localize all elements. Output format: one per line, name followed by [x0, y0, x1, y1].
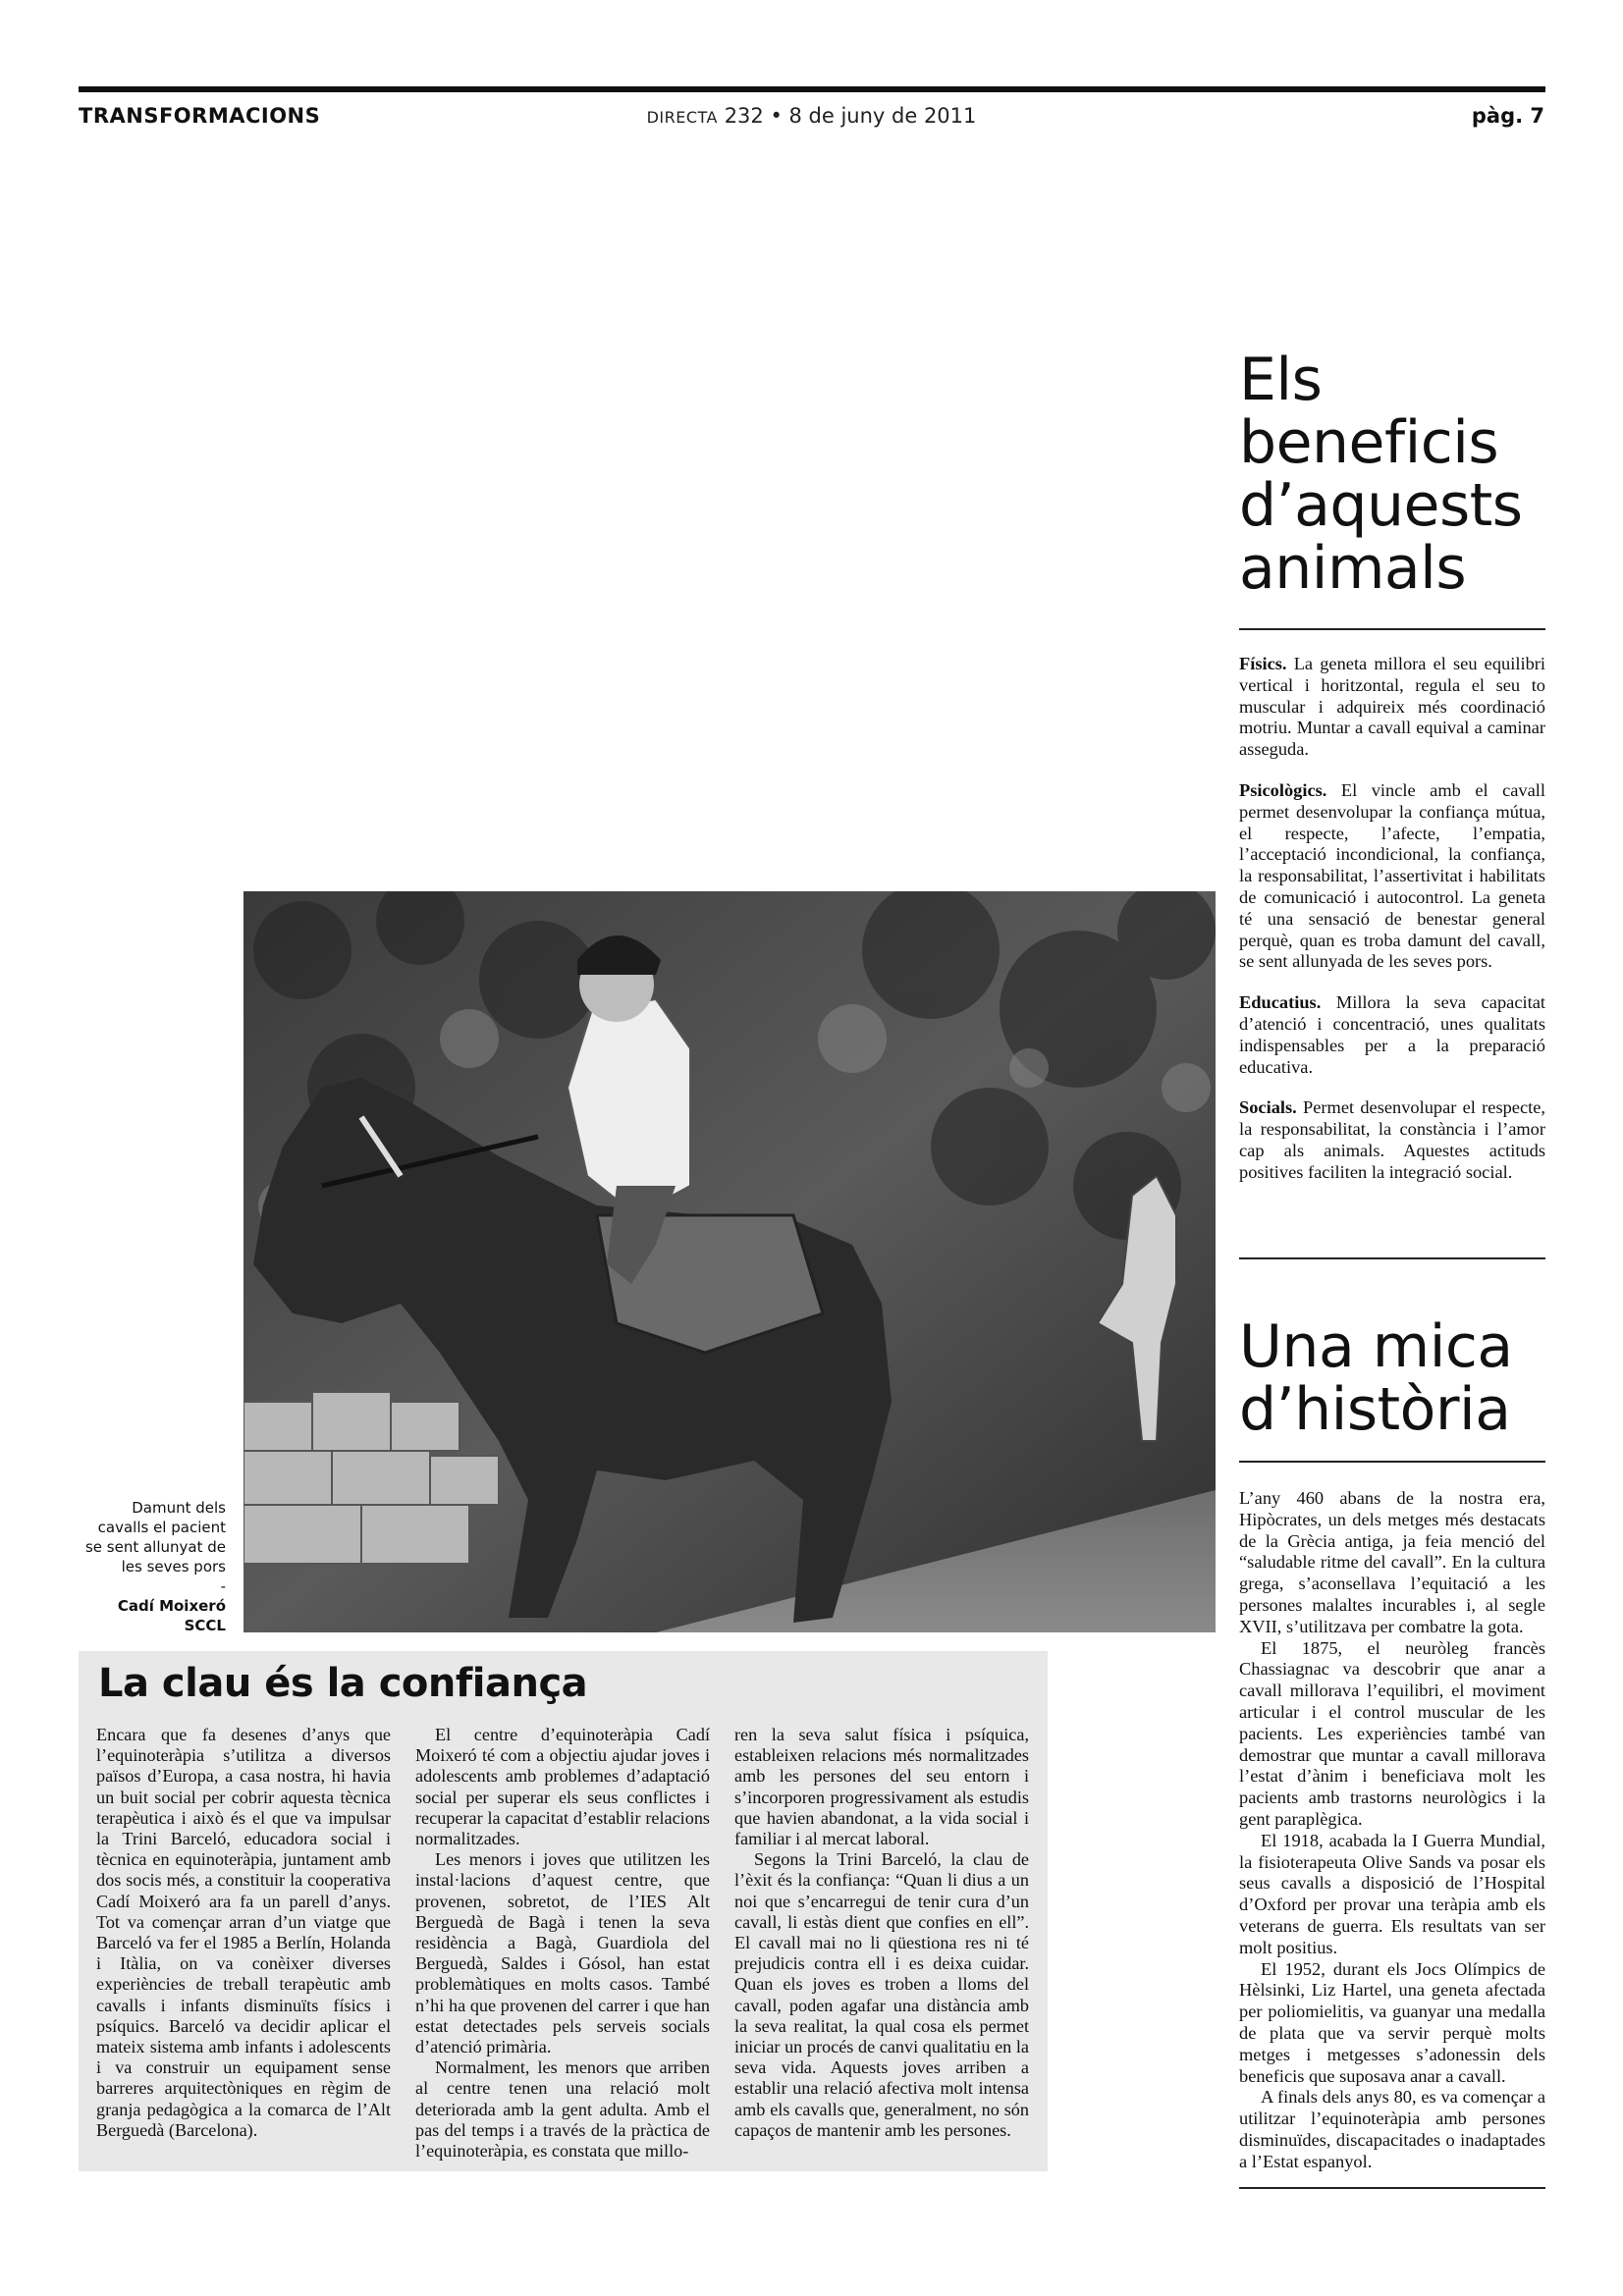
article-column-2: [415, 1725, 710, 2162]
history-paragraph: El 1918, acabada la I Guerra Mundial, la fisioterapeuta Olive Sands va posar els seus cavalls a disposició de l’Hospital d’Oxford per provar una teràpia amb els veterans de guerra. Els resultats van ser molt positius.: [1239, 1830, 1545, 1957]
benefit-label: Educatius.: [1239, 992, 1322, 1013]
article-paragraph: El centre d’equinoteràpia Cadí Moixeró té com a objectiu ajudar joves i adolescents amb problemes d’adaptació social per superar els seus conflictes i recuperar la capacitat d’establir relacions normalitzades.: [415, 1725, 710, 1849]
benefits-list: [1239, 654, 1545, 1203]
history-paragraph: L’any 460 abans de la nostra era, Hipòcrates, un dels metges més destacats de la Grècia antiga, ja feia menció del “saludable ritme del cavall”. En la cultura grega, s’aconsellava l’equitació a les persones malaltes incurables i, al segle XVII, s’utilitzava per combatre la gota.: [1239, 1488, 1545, 1636]
history-paragraph: A finals dels anys 80, es va començar a utilitzar l’equinoteràpia amb persones disminuïdes, discapacitades o inadaptades a l’Estat espanyol.: [1239, 2087, 1545, 2171]
history-bottom-rule: [1239, 2187, 1545, 2189]
benefits-title: Els beneficis d’aquests animals: [1239, 346, 1523, 603]
photo-credit: Cadí Moixeró SCCL: [117, 1597, 226, 1634]
article-paragraph: ren la seva salut física i psíquica, estableixen relacions més normalitzades amb les persones del seu entorn i s’incorporen progressivament als estudis que havien abandonat, a la vida social i familiar i al mercat laboral.: [734, 1725, 1029, 1849]
history-rule: [1239, 1461, 1545, 1463]
benefit-label: Psicològics.: [1239, 779, 1327, 800]
page-number: pàg. 7: [1471, 104, 1544, 128]
horse-rider-photo: [243, 891, 1216, 1632]
caption-separator: -: [220, 1577, 226, 1595]
benefits-bottom-rule: [1239, 1257, 1545, 1259]
issue-info: [0, 104, 1623, 128]
history-paragraph: El 1952, durant els Jocs Olímpics de Hèlsinki, Liz Hartel, una geneta afectada per poliomielitis, va guanyar una medalla de plata que va servir perquè molts metges i metgesses s’adonessin dels beneficis que suposava anar a cavall.: [1239, 1958, 1545, 2086]
benefit-text: La geneta millora el seu equilibri vertical i horitzontal, regula el seu to muscular i adquireix més coordinació motriu. Muntar a cavall equival a caminar asseguda.: [1239, 654, 1545, 760]
benefit-item: [1239, 654, 1545, 761]
header-rule: [79, 86, 1545, 92]
article-column-3: [734, 1725, 1029, 2141]
benefits-rule: [1239, 628, 1545, 630]
benefit-text: Millora la seva capacitat d’atenció i concentració, unes qualitats indispensables per a la preparació educativa.: [1239, 992, 1545, 1077]
history-title: Una mica d’història: [1239, 1312, 1513, 1444]
article-title: La clau és la confiança: [98, 1661, 588, 1706]
benefit-label: Físics.: [1239, 654, 1287, 673]
benefit-label: Socials.: [1239, 1097, 1297, 1118]
caption-text: Damunt dels cavalls el pacient se sent allunyat de les seves pors: [84, 1499, 226, 1575]
benefit-item: [1239, 780, 1545, 973]
article-column-1: [96, 1725, 391, 2141]
article-paragraph: Segons la Trini Barceló, la clau de l’èxit és la confiança: “Quan li dius a un noi que s’encarregui de tenir cura d’un cavall, li estàs dient que confies en ell”. El cavall mai no li qüestiona res ni té prejudicis contra ell i es deixa cuidar. Quan els joves es troben a lloms del cavall, poden agafar una distància amb la seva realitat, la qual cosa els permet iniciar un procés de canvi qualitatiu en la seva vida. Aquests joves arriben a establir una relació afectiva molt intensa amb els cavalls que, generalment, no són capaços de mantenir amb les persones.: [734, 1849, 1029, 2140]
benefit-item: [1239, 992, 1545, 1078]
photo-caption: [79, 1498, 226, 1635]
benefit-text: El vincle amb el cavall permet desenvolupar la confiança mútua, el respecte, l’afecte, l’empatia, l’acceptació incondicional, la confiança, la responsabilitat, l’assertivitat i habilitats de comunicació i autocontrol. La geneta té una sensació de benestar general perquè, quan es troba damunt del cavall, se sent allunyada de les seves pors.: [1239, 779, 1545, 972]
publication-name: DIRECTA: [646, 108, 718, 127]
history-paragraph: El 1875, el neuròleg francès Chassiagnac va descobrir que anar a cavall millorava l’equilibri, el moviment articular i el control muscular de les pacients. Les experiències també van demostrar que muntar a cavall millorava l’estat d’ànim i beneficiava molt les pacients amb trastorns neurològics i la gent paraplègica.: [1239, 1637, 1545, 1829]
benefit-text: Permet desenvolupar el respecte, la responsabilitat, la constància i l’amor cap als animals. Aquestes actituds positives faciliten la integració social.: [1239, 1097, 1545, 1182]
article-paragraph: Les menors i joves que utilitzen les instal·lacions d’aquest centre, que provenen, sobretot, de l’IES Alt Berguedà de Bagà i tenen la seva residència a Bagà, Guardiola del Berguedà, Saldes i Gósol, han estat problemàtiques en molts casos. També n’hi ha que provenen del carrer i que han estat detectades pels serveis socials d’atenció primària.: [415, 1849, 710, 2057]
issue-date: 232 • 8 de juny de 2011: [724, 104, 977, 128]
history-text: [1239, 1488, 1545, 2173]
article-paragraph: Encara que fa desenes d’anys que l’equinoteràpia s’utilitza a diversos països d’Europa, a casa nostra, hi havia un buit social per cobrir aquesta tècnica terapèutica i això és el que va impulsar la Trini Barceló, educadora social i tècnica en equinoteràpia, juntament amb dos socis més, a constituir la cooperativa Cadí Moixeró ara fa un parell d’anys. Tot va començar arran d’un viatge que Barceló va fer el 1985 a Berlín, Holanda i Itàlia, on va conèixer diverses experiències de treball terapèutic amb cavalls i infants disminuïts físics i psíquics. Barceló va decidir aplicar el mateix sistema amb infants i adolescents i va construir un equipament sense barreres arquitectòniques en règim de granja pedagògica a la comarca de l’Alt Berguedà (Barcelona).: [96, 1725, 391, 2140]
section-label: TRANSFORMACIONS: [79, 104, 321, 128]
article-paragraph: Normalment, les menors que arriben al centre tenen una relació molt deteriorada amb la gent adulta. Amb el pas del temps i a través de la pràctica de l’equinoteràpia, es constata que millo-: [415, 2057, 710, 2162]
benefit-item: [1239, 1097, 1545, 1183]
